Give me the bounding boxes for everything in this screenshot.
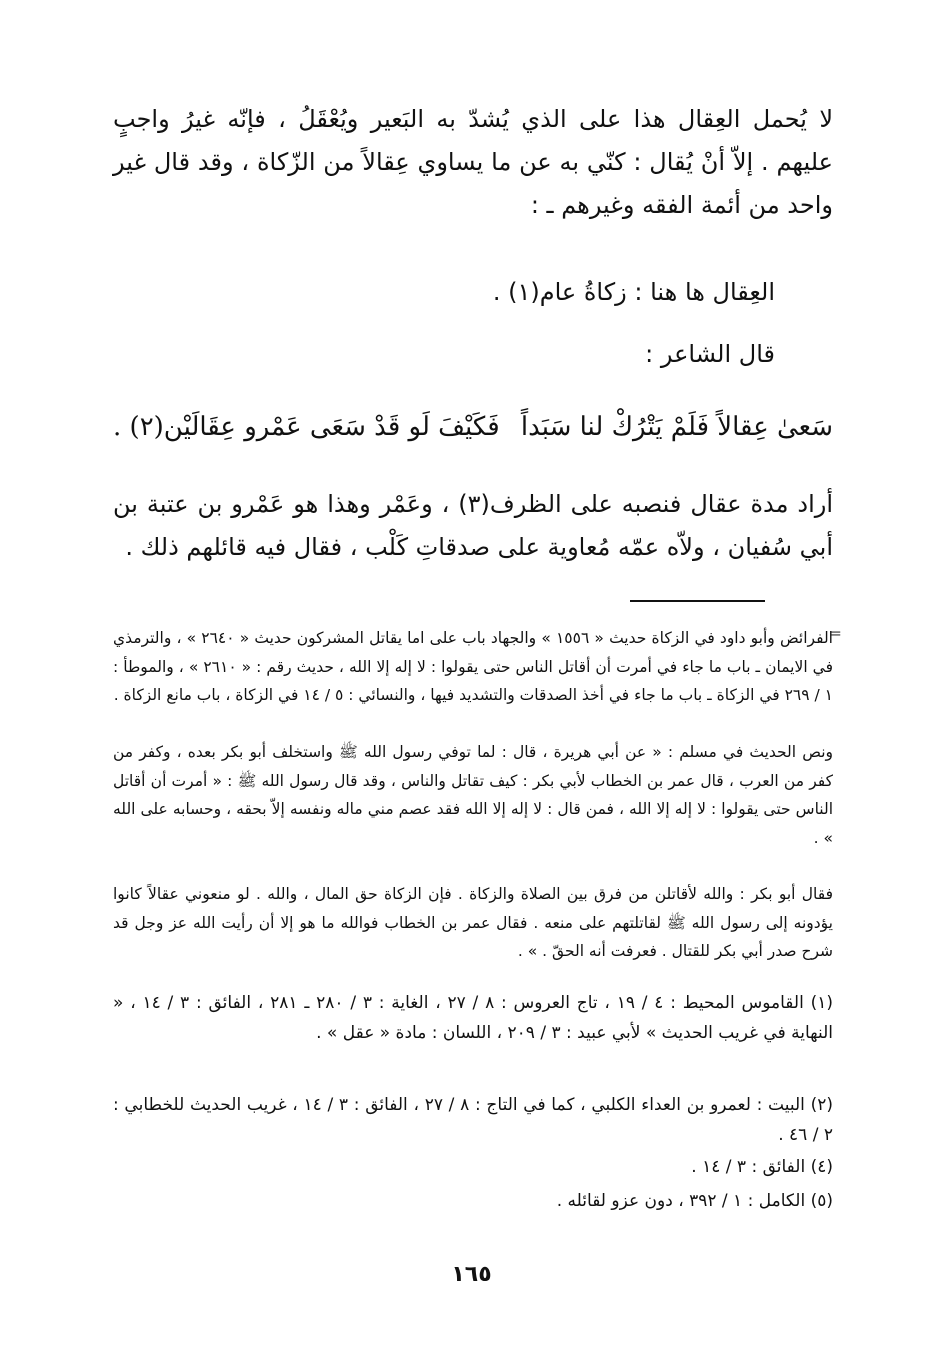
footnote-4: (٤) الفائق : ٣ / ١٤ . — [691, 1157, 833, 1177]
body-paragraph-2: أراد مدة عقال فنصبه على الظرف(٣) ، وعَمْر وهذا هو عَمْرو بن عتبة بن أبي سُفيان ، ولاّه عمّه مُعاوية على صدقاتِ كَلْب ، فقال فيه قائلهم ذلك . — [113, 490, 833, 561]
body-paragraph-1: لا يُحمل العِقال هذا على الذي يُشدّ به البَعير ويُعْقَلُ ، فإنّه غيرُ واجبٍ عليهم . إلاّ أنْ يُقال : كنّي به عن ما يساوي عِقالاً من الزّكاة ، وقد قال غير واحد من أئمة الفقه وغيرهم ـ : — [113, 105, 833, 219]
footnote-2: (٢) البيت : لعمرو بن العداء الكلبي ، كما في التاج : ٨ / ٢٧ ، الفائق : ٣ / ١٤ ، غريب الحديث للخطابي : ٢ / ٤٦ . — [113, 1095, 833, 1145]
verse-first-hemistich: سَعىٰ عِقالاً فَلَمْ يَتْرُكْ لنا سَبَداً — [520, 412, 833, 442]
poet-intro: قال الشاعر : — [645, 340, 775, 368]
quote-line: العِقال ها هنا : زكاةُ عام(١) . — [492, 278, 775, 306]
footnote-continuation-block-2: ونص الحديث في مسلم : « عن أبي هريرة ، قال : لما توفي رسول الله ﷺ واستخلف أبو بكر بعده ، وكفر من كفر من العرب ، قال عمر بن الخطاب لأبي بكر : كيف تقاتل والناس ، وقد قال رسول الله ﷺ : « أمرت أن أقاتل الناس حتى يقولوا : لا إله إلا الله ، فمن قال : لا إله إلا الله فقد عصم مني ماله ونفسه إلاّ بحقه ، وحسابه على الله » . — [113, 743, 833, 847]
poetry-verse — [113, 404, 833, 454]
footnote-1: (١) القاموس المحيط : ٤ / ١٩ ، تاج العروس : ٨ / ٢٧ ، الغاية : ٣ / ٢٨٠ ـ ٢٨١ ، الفائق : ٣ / ١٤ ، « النهاية في غريب الحديث » لأبي عبيد : ٣ / ٢٠٩ ، اللسان : مادة « عقل » . — [113, 993, 833, 1043]
footnote-5: (٥) الكامل : ١ / ٣٩٢ ، دون عزو لقائله . — [556, 1191, 833, 1211]
page-number: ١٦٥ — [451, 1262, 492, 1287]
footnote-separator — [630, 600, 765, 602]
footnote-continuation-block-3: فقال أبو بكر : والله لأقاتلن من فرق بين الصلاة والزكاة . فإن الزكاة حق المال ، والله . لو منعوني عقالاً كانوا يؤدونه إلى رسول الله ﷺ لقاتلتهم على منعه . فقال عمر بن الخطاب فوالله ما هو إلا أن رأيت الله عز وجل قد شرح صدر أبي بكر للقتال . فعرفت أنه الحقّ . » . — [113, 885, 833, 960]
footnote-continuation-block-1: الفرائض وأبو داود في الزكاة حديث « ١٥٥٦ » والجهاد باب على اما يقاتل المشركون حديث « ٢٦٤٠ » ، والترمذي في الايمان ـ باب ما جاء في أمرت أن أقاتل الناس حتى يقولوا : لا إله إلا الله ، حديث رقم : « ٢٦١٠ » ، والموطأ : ١ / ٢٦٩ في الزكاة ـ باب ما جاء في أخذ الصدقات والتشديد فيها ، والنسائي : ٥ / ١٤ في الزكاة ، باب مانع الزكاة . — [113, 629, 833, 704]
footnote-continuation-marker: = — [830, 626, 842, 642]
verse-second-hemistich: فَكَيْفَ لَو قَدْ سَعَى عَمْرو عِقَالَيْن(٢) . — [113, 412, 500, 442]
